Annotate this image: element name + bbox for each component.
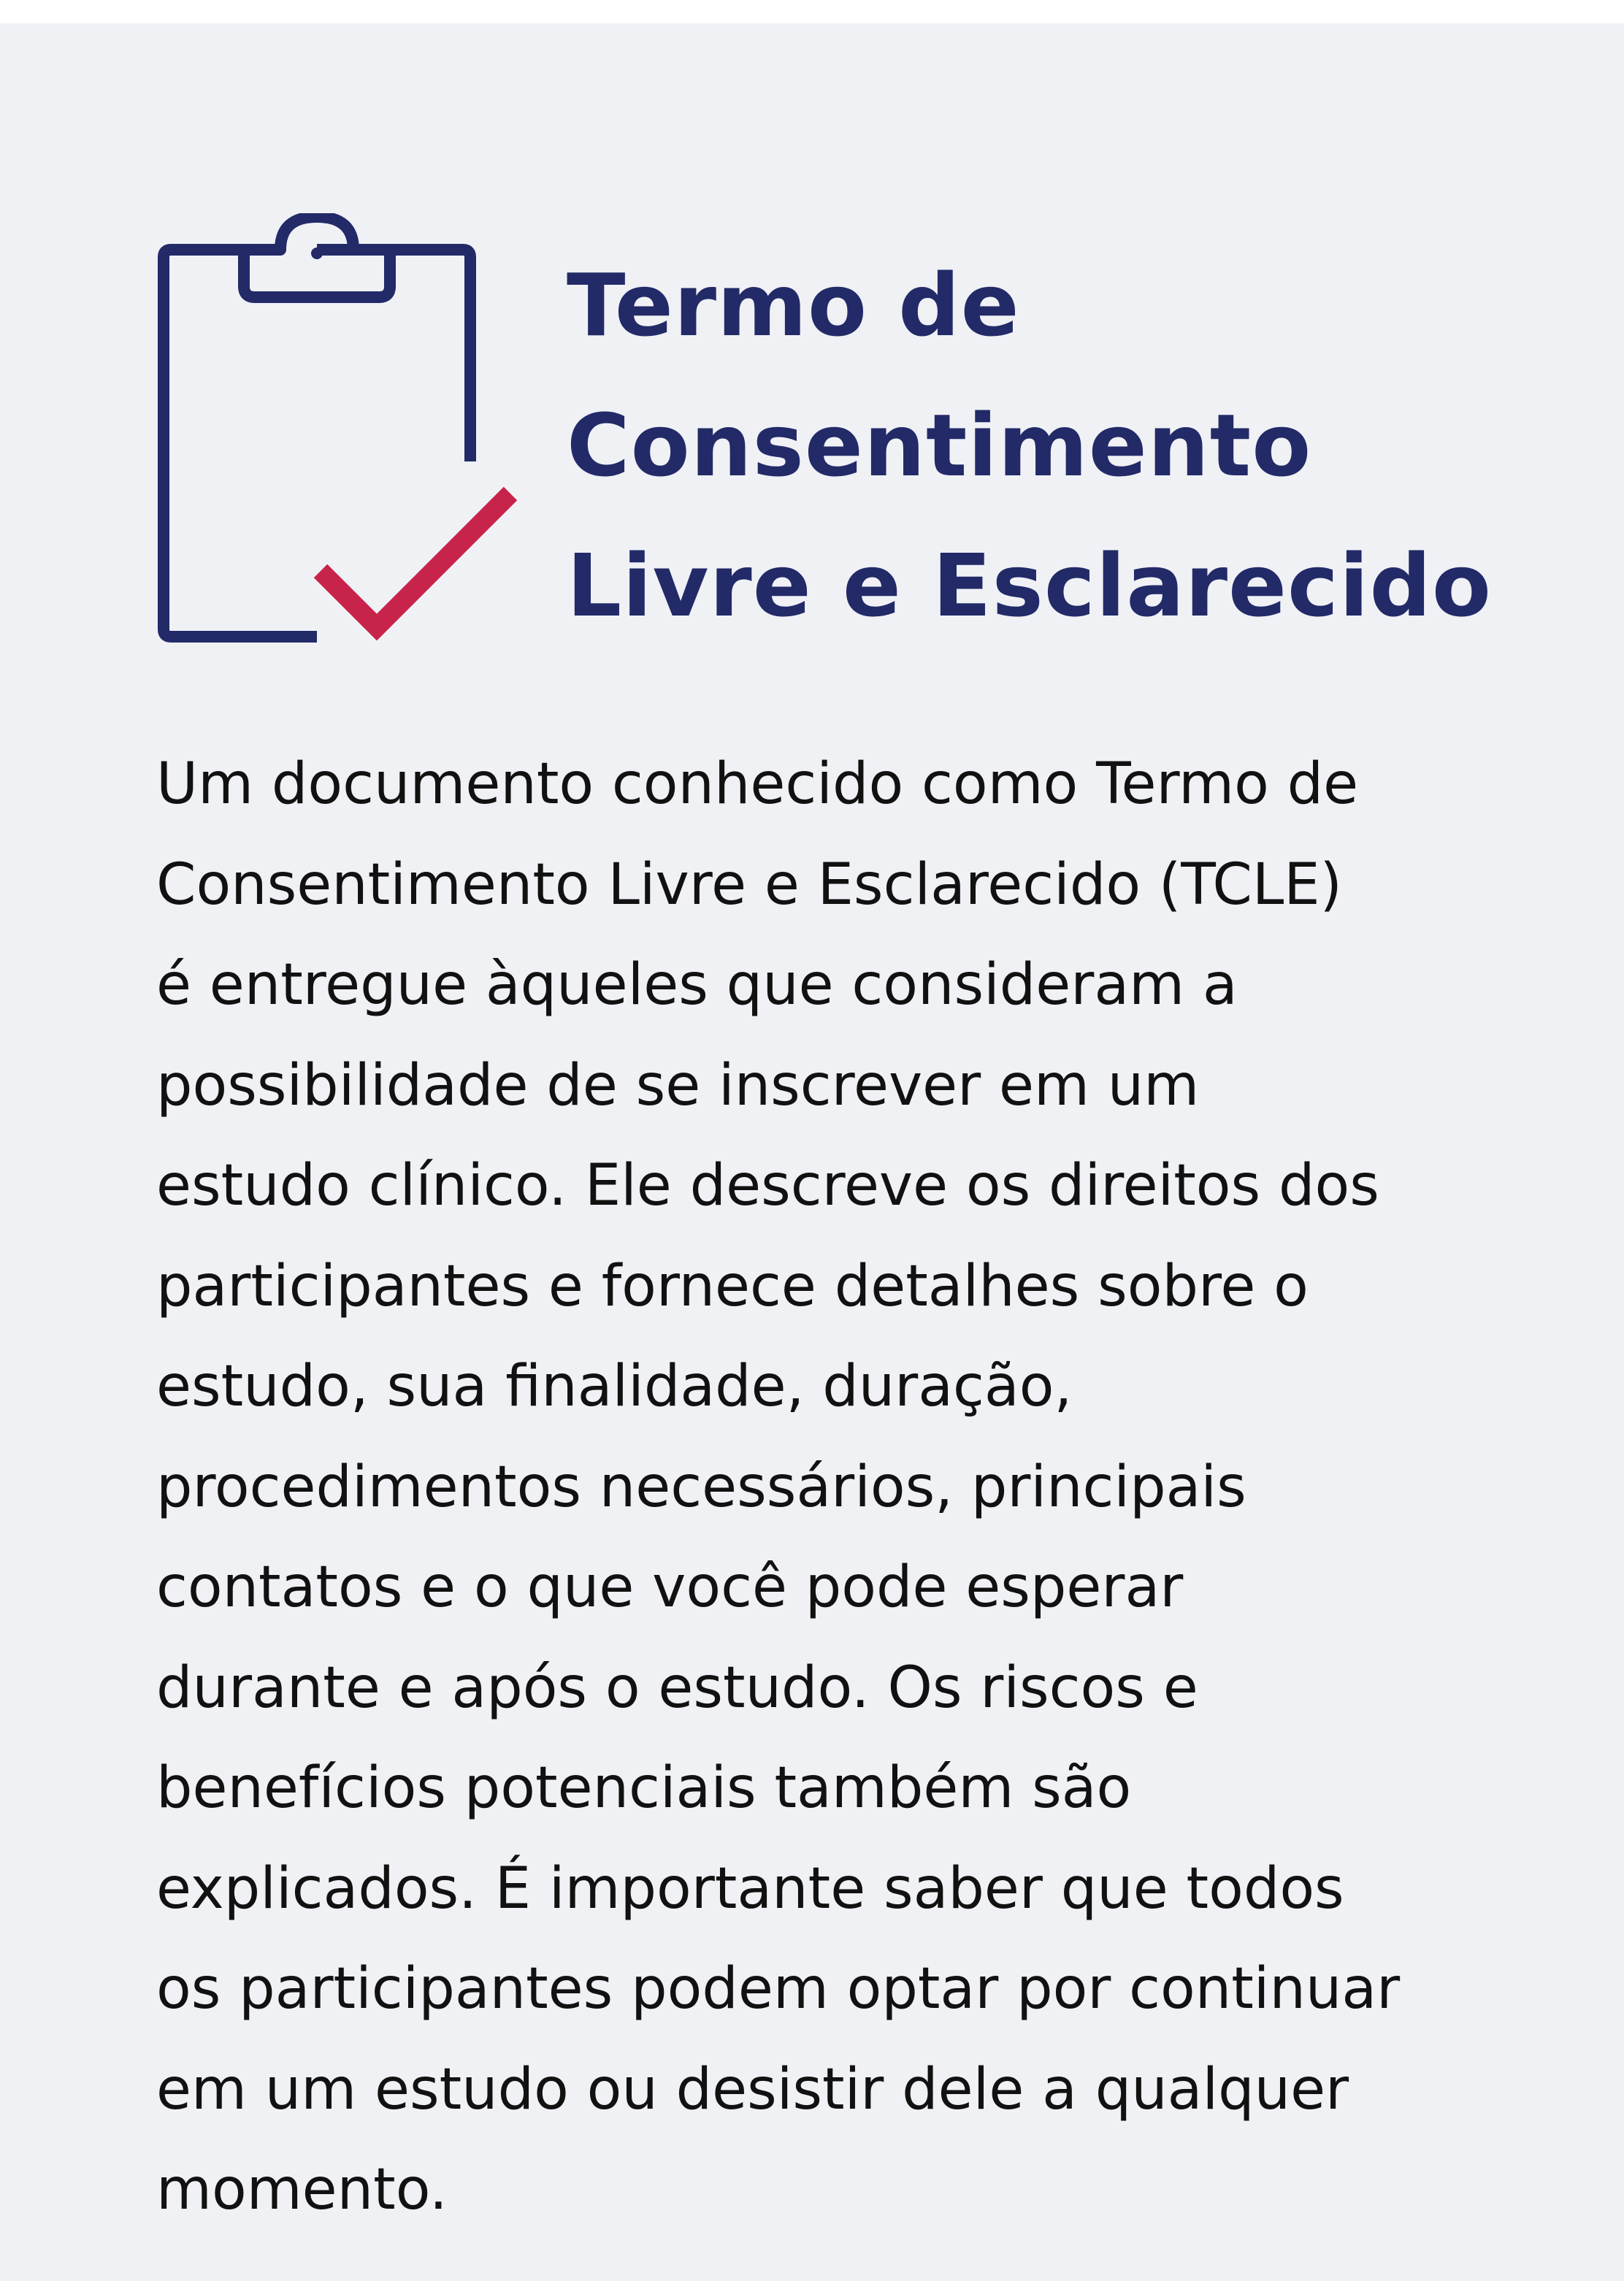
paragraph-line: procedimentos necessários, principais (156, 1454, 1246, 1520)
paragraph-line: os participantes podem optar por continuar (156, 1956, 1401, 2022)
clipboard-check-icon (156, 213, 521, 651)
paragraph-line: é entregue àqueles que consideram a (156, 952, 1238, 1018)
paragraph-line: em um estudo ou desistir dele a qualquer (156, 2056, 1349, 2123)
paragraph-line: estudo, sua finalidade, duração, (156, 1354, 1073, 1419)
paragraph-line: durante e após o estudo. Os riscos e (156, 1655, 1198, 1721)
info-card (0, 23, 1624, 2281)
title-line: Livre e Esclarecido (567, 535, 1492, 636)
paragraph-line: possibilidade de se inscrever em um (156, 1052, 1200, 1119)
paragraph-line: Consentimento Livre e Esclarecido (TCLE) (156, 851, 1342, 918)
paragraph-line: participantes e fornece detalhes sobre o (156, 1253, 1309, 1319)
paragraph-line: benefícios potenciais também são (156, 1755, 1132, 1821)
title-line: Termo de (567, 255, 1020, 356)
paragraph-line: explicados. É importante saber que todos (156, 1855, 1344, 1922)
page-title (567, 235, 1589, 656)
paragraph-line: estudo clínico. Ele descreve os direitos dos (156, 1153, 1379, 1219)
title-line: Consentimento (567, 395, 1312, 496)
description-paragraph (156, 735, 1573, 2241)
paragraph-line: contatos e o que você pode esperar (156, 1554, 1184, 1620)
paragraph-line: momento. (156, 2157, 448, 2223)
paragraph-line: Um documento conhecido como Termo de (156, 751, 1359, 817)
